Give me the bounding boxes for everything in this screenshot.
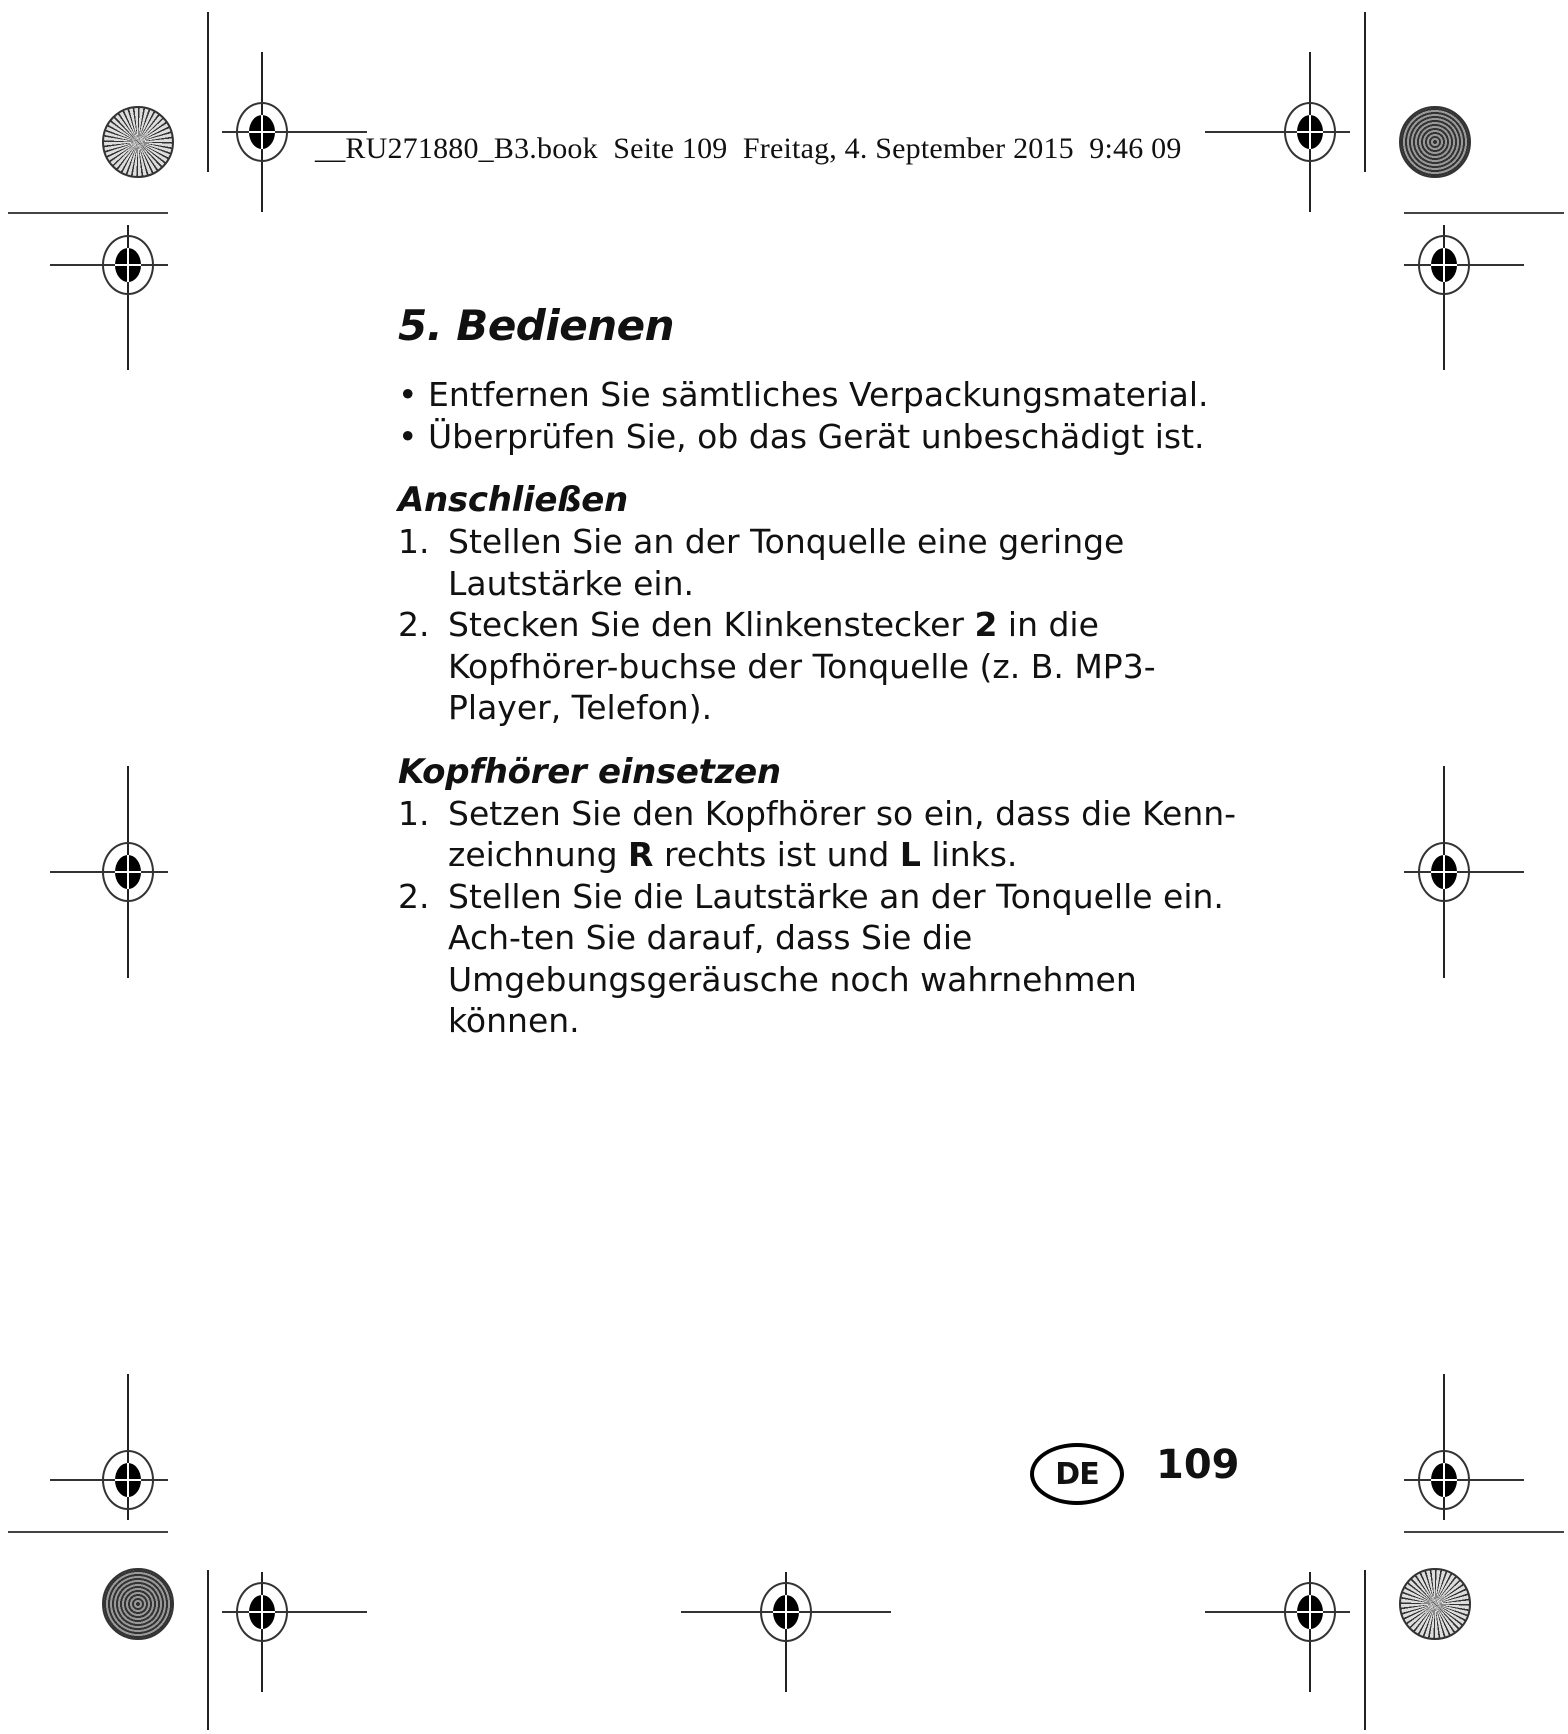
step-text: Stellen Sie die Lautstärke an der Tonquelle ein. Ach-ten Sie darauf, dass Sie die Umgebungsgeräusche noch wahrnehmen können. xyxy=(448,876,1224,1040)
crop-mark-line xyxy=(207,1570,209,1730)
starburst-color-target-icon xyxy=(1399,1568,1471,1640)
starburst-color-target-icon xyxy=(102,106,174,178)
step-number: 1. xyxy=(398,793,430,833)
slug-page: Seite 109 xyxy=(613,132,728,165)
part-reference: 2 xyxy=(974,605,998,644)
bullet-text: Überprüfen Sie, ob das Gerät unbeschädigt ist. xyxy=(428,416,1205,456)
step-item xyxy=(398,604,1258,729)
crop-mark-line xyxy=(8,212,168,214)
slug-date: Freitag, 4. September 2015 xyxy=(742,132,1074,165)
bullet-icon: • xyxy=(398,375,418,414)
bullet-text: Entfernen Sie sämtliches Verpackungsmaterial. xyxy=(428,375,1209,414)
step-text: Stellen Sie an der Tonquelle eine geringe Lautstärke ein. xyxy=(448,522,1125,603)
list-item xyxy=(398,374,1258,416)
crop-mark-line xyxy=(8,1531,168,1533)
slug-time: 9:46 09 xyxy=(1089,132,1182,165)
crop-mark-line xyxy=(1364,12,1366,172)
crop-mark-line xyxy=(1404,1531,1564,1533)
marking-r: R xyxy=(628,835,654,874)
page-number: 109 xyxy=(1156,1442,1240,1488)
concentric-color-target-icon xyxy=(1399,106,1471,178)
language-badge: DE xyxy=(1030,1443,1124,1505)
step-number: 2. xyxy=(398,605,430,644)
step-item xyxy=(398,793,1258,876)
crop-mark-line xyxy=(1364,1570,1366,1730)
list-item xyxy=(398,416,1258,458)
bullet-icon: • xyxy=(398,416,418,456)
concentric-color-target-icon xyxy=(102,1568,174,1640)
step-item xyxy=(398,876,1258,1042)
step-text: Setzen Sie den Kopfhörer so ein, dass die Kenn-zeichnung R rechts ist und L links. xyxy=(448,793,1237,874)
bullet-list xyxy=(398,374,1258,457)
crop-mark-line xyxy=(1404,212,1564,214)
marking-l: L xyxy=(899,835,921,874)
step-number: 2. xyxy=(398,876,430,916)
print-slug-line xyxy=(315,132,1182,166)
subheading-kopfhoerer-einsetzen: Kopfhörer einsetzen xyxy=(398,751,781,792)
section-title: 5. Bedienen xyxy=(398,301,675,350)
step-number: 1. xyxy=(398,522,430,561)
step-text: Stecken Sie den Klinkenstecker 2 in die Kopfhörer-buchse der Tonquelle (z. B. MP3-Player, Telefon). xyxy=(448,605,1156,727)
crop-mark-line xyxy=(207,12,209,172)
page-content xyxy=(398,300,1258,1042)
subheading-anschliessen: Anschließen xyxy=(398,480,628,520)
step-item xyxy=(398,521,1258,604)
slug-file-name: RU271880_B3.book xyxy=(345,132,598,165)
slug-prefix: __ xyxy=(315,132,346,165)
